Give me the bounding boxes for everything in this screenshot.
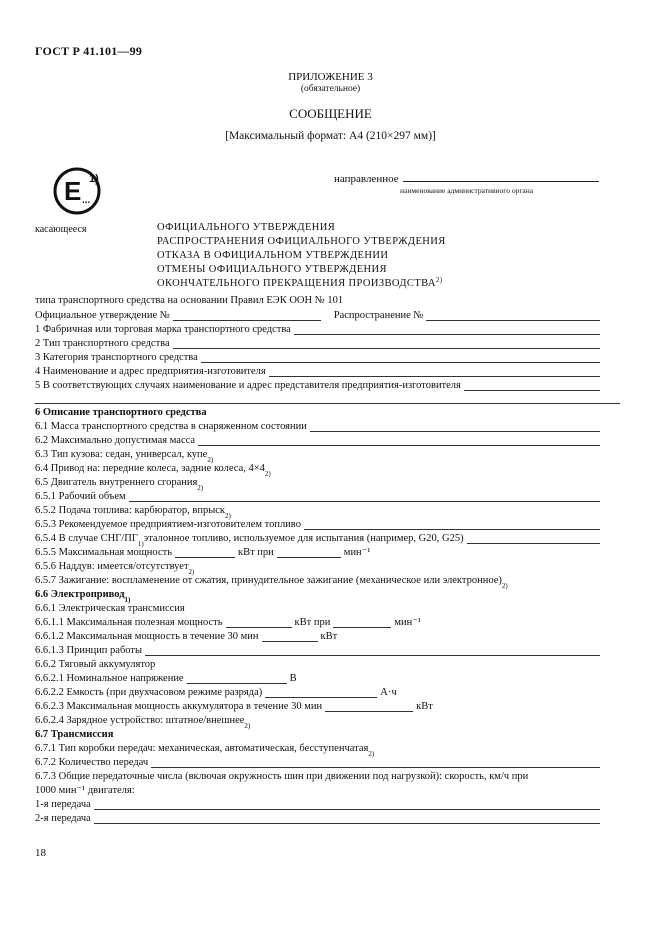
row-6-5-5-rpm-field[interactable] bbox=[277, 548, 341, 558]
concerning-item-5 bbox=[157, 278, 443, 289]
standard-header: ГОСТ Р 41.101—99 bbox=[35, 44, 143, 58]
row-3-label: 3 Категория транспортного средства bbox=[35, 352, 198, 363]
type-line bbox=[35, 293, 600, 306]
row-2-field[interactable] bbox=[173, 339, 600, 349]
extension-label: Распространение № bbox=[333, 310, 424, 321]
row-6-6-2-2-unit: А·ч bbox=[380, 687, 397, 698]
row-6-6-2-2 bbox=[35, 685, 600, 698]
row-6-6-2-2-field[interactable] bbox=[265, 688, 377, 698]
row-6-5-5-rpm-unit: мин⁻¹ bbox=[343, 547, 371, 558]
row-6-6-1-1-unit: кВт при bbox=[294, 617, 331, 628]
row-6-6-2-2-label: 6.6.2.2 Емкость (при двухчасовом режиме разряда) bbox=[35, 687, 263, 698]
row-6-5-4-label-rest: эталонное топливо, используемое для испытания (например, G20, G25) bbox=[143, 533, 464, 544]
footnote-2: 2) bbox=[435, 276, 443, 284]
row-6-1-label: 6.1 Масса транспортного средства в снаряженном состоянии bbox=[35, 421, 307, 432]
row-6-7-3-label: 6.7.3 Общие передаточные числа (включая окружность шин при движении под нагрузкой): скорость, км/ч при bbox=[35, 771, 529, 782]
row-6-5-4: 6.5.4 В случае СНГ/ПГ 1) эталонное топливо, используемое для испытания (например, G20, G25) bbox=[35, 531, 600, 544]
direction-label: направленное bbox=[334, 173, 399, 185]
appendix-title: ПРИЛОЖЕНИЕ 3 bbox=[288, 71, 373, 83]
row-6-7-3 bbox=[35, 769, 600, 782]
row-6-5-1-field[interactable] bbox=[129, 492, 600, 502]
row-6-6-1-2-label: 6.6.1.2 Максимальная мощность в течение 30 мин bbox=[35, 631, 259, 642]
row-4-label: 4 Наименование и адрес предприятия-изготовителя bbox=[35, 366, 266, 377]
row-5-label: 5 В соответствующих случаях наименование и адрес представителя предприятия-изготовителя bbox=[35, 380, 461, 391]
e-mark-letter: E bbox=[64, 176, 82, 206]
row-1-label: 1 Фабричная или торговая марка транспортного средства bbox=[35, 324, 291, 335]
row-2-label: 2 Тип транспортного средства bbox=[35, 338, 170, 349]
row-6-6-2-1-label: 6.6.2.1 Номинальное напряжение bbox=[35, 673, 184, 684]
e-mark-dots: ... bbox=[82, 195, 91, 206]
row-5-field-2[interactable] bbox=[35, 394, 620, 404]
appendix-mandatory: (обязательное) bbox=[300, 84, 361, 94]
row-6-6-1-3-label: 6.6.1.3 Принцип работы bbox=[35, 645, 143, 656]
section-6-title: 6 Описание транспортного средства bbox=[35, 407, 207, 418]
row-6-6-1-2-field[interactable] bbox=[262, 632, 318, 642]
format-note: [Максимальный формат: А4 (210×297 мм)] bbox=[225, 130, 436, 142]
row-6-4: 6.4 Привод на: передние колеса, задние колеса, 4×4 2) bbox=[35, 463, 271, 478]
row-6-1 bbox=[35, 419, 600, 432]
row-6-5-7-label: 6.5.7 Зажигание: воспламенение от сжатия, принудительное зажигание (механическое или электронное) bbox=[35, 575, 502, 586]
section-6-7 bbox=[35, 727, 600, 740]
gear-2-row bbox=[35, 811, 600, 824]
row-6-7-2-field[interactable] bbox=[151, 758, 600, 768]
direction-field[interactable] bbox=[403, 171, 599, 182]
row-6-6-1-label: 6.6.1 Электрическая трансмиссия bbox=[35, 603, 185, 614]
row-6-6-2-1-field[interactable] bbox=[187, 674, 287, 684]
row-6-5-2: 6.5.2 Подача топлива: карбюратор, впрыск 2) bbox=[35, 505, 231, 520]
row-6-7-1: 6.7.1 Тип коробки передач: механическая, автоматическая, бесступенчатая 2) bbox=[35, 743, 375, 758]
row-6-3: 6.3 Тип кузова: седан, универсал, купе 2) bbox=[35, 449, 214, 464]
row-2 bbox=[35, 336, 600, 349]
row-6-6-1-1 bbox=[35, 615, 600, 628]
gear-1-field[interactable] bbox=[94, 800, 600, 810]
row-6-6-1 bbox=[35, 601, 600, 614]
row-6-5-3-label: 6.5.3 Рекомендуемое предприятием-изготовителем топливо bbox=[35, 519, 301, 530]
row-6-4-label: 6.4 Привод на: передние колеса, задние колеса, 4×4 bbox=[35, 463, 265, 474]
row-6-6-2-1 bbox=[35, 671, 600, 684]
approval-label: Официальное утверждение № bbox=[35, 310, 170, 321]
row-6-5-2-label: 6.5.2 Подача топлива: карбюратор, впрыск bbox=[35, 505, 226, 516]
section-6 bbox=[35, 405, 600, 418]
row-6-6-1-1-label: 6.6.1.1 Максимальная полезная мощность bbox=[35, 617, 223, 628]
row-6-6-1-1-power-field[interactable] bbox=[226, 618, 292, 628]
row-6-5-4-field[interactable] bbox=[467, 534, 600, 544]
row-6-6-2-4-label: 6.6.2.4 Зарядное устройство: штатное/внешнее bbox=[35, 715, 245, 726]
row-6-6-2-label: 6.6.2 Тяговый аккумулятор bbox=[35, 659, 156, 670]
gear-1-row bbox=[35, 797, 600, 810]
document-title: СООБЩЕНИЕ bbox=[289, 106, 372, 121]
section-6-6: 6.6 Электропривод 1) bbox=[35, 589, 131, 604]
row-6-6-2-4: 6.6.2.4 Зарядное устройство: штатное/внешнее 2) bbox=[35, 715, 251, 730]
row-6-6-1-2 bbox=[35, 629, 600, 642]
row-6-6-1-3 bbox=[35, 643, 600, 656]
row-6-6-2-3-field[interactable] bbox=[325, 702, 413, 712]
e-mark-note: 1) bbox=[89, 173, 99, 185]
row-6-5-label: 6.5 Двигатель внутреннего сгорания bbox=[35, 477, 198, 488]
row-6-6-2-3-label: 6.6.2.3 Максимальная мощность аккумулятора в течение 30 мин bbox=[35, 701, 323, 712]
row-6-5-5-label: 6.5.5 Максимальная мощность bbox=[35, 547, 172, 558]
approval-number-field[interactable] bbox=[173, 311, 321, 321]
row-6-6-2-3-unit: кВт bbox=[416, 701, 433, 712]
row-6-6-1-2-unit: кВт bbox=[320, 631, 338, 642]
row-6-7-2 bbox=[35, 755, 600, 768]
row-6-7-3-label-2: 1000 мин⁻¹ двигателя: bbox=[35, 785, 135, 796]
row-6-5-5 bbox=[35, 545, 600, 558]
row-6-5-5-power-field[interactable] bbox=[175, 548, 235, 558]
row-6-5-1-label: 6.5.1 Рабочий объем bbox=[35, 491, 126, 502]
concerning-item-2: РАСПРОСТРАНЕНИЯ ОФИЦИАЛЬНОГО УТВЕРЖДЕНИЯ bbox=[157, 236, 446, 247]
concerning-item-4: ОТМЕНЫ ОФИЦИАЛЬНОГО УТВЕРЖДЕНИЯ bbox=[157, 264, 387, 275]
row-6-6-2 bbox=[35, 657, 600, 670]
row-6-5: 6.5 Двигатель внутреннего сгорания 2) bbox=[35, 477, 204, 492]
row-6-6-1-1-rpm-unit: мин⁻¹ bbox=[394, 617, 421, 628]
row-6-7-2-label: 6.7.2 Количество передач bbox=[35, 757, 149, 768]
row-6-5-6: 6.5.6 Наддув: имеется/отсутствует 2) bbox=[35, 561, 195, 576]
page-number: 18 bbox=[35, 847, 46, 859]
concerning-item-1: ОФИЦИАЛЬНОГО УТВЕРЖДЕНИЯ bbox=[157, 222, 336, 233]
concerning-item-5-text: ОКОНЧАТЕЛЬНОГО ПРЕКРАЩЕНИЯ ПРОИЗВОДСТВА bbox=[157, 278, 436, 289]
row-6-6-2-3 bbox=[35, 699, 600, 712]
row-6-2-field[interactable] bbox=[198, 436, 600, 446]
row-6-5-4-label: 6.5.4 В случае СНГ/ПГ bbox=[35, 533, 138, 544]
section-6-6-title: 6.6 Электропривод bbox=[35, 589, 125, 600]
concerning-item-3: ОТКАЗА В ОФИЦИАЛЬНОМ УТВЕРЖДЕНИИ bbox=[157, 250, 389, 261]
direction-sublabel: наименование административного органа bbox=[400, 186, 534, 195]
e-mark-logo bbox=[53, 165, 115, 215]
row-5-continuation bbox=[35, 391, 620, 404]
row-6-5-7: 6.5.7 Зажигание: воспламенение от сжатия, принудительное зажигание (механическое или электронное) 2) bbox=[35, 575, 508, 590]
row-6-5-1 bbox=[35, 489, 600, 502]
row-6-5-3 bbox=[35, 517, 600, 530]
row-4 bbox=[35, 364, 600, 377]
section-6-7-title: 6.7 Трансмиссия bbox=[35, 729, 114, 740]
row-6-5-3-field[interactable] bbox=[304, 520, 600, 530]
row-4-field[interactable] bbox=[269, 367, 600, 377]
row-6-6-1-1-rpm-field[interactable] bbox=[333, 618, 391, 628]
direction-line bbox=[334, 171, 599, 185]
gear-2-field[interactable] bbox=[94, 814, 600, 824]
row-6-7-1-label: 6.7.1 Тип коробки передач: механическая, автоматическая, бесступенчатая bbox=[35, 743, 369, 754]
approval-row bbox=[35, 308, 600, 321]
row-6-2 bbox=[35, 433, 600, 446]
row-6-5-5-unit: кВт при bbox=[237, 547, 274, 558]
row-5 bbox=[35, 378, 600, 391]
row-3 bbox=[35, 350, 600, 363]
extension-number-field[interactable] bbox=[426, 311, 600, 321]
row-6-1-field[interactable] bbox=[310, 422, 600, 432]
type-line-text: типа транспортного средства на основании Правил ЕЭК ООН № 101 bbox=[35, 295, 344, 306]
row-6-7-3-cont bbox=[35, 783, 600, 796]
row-6-3-label: 6.3 Тип кузова: седан, универсал, купе bbox=[35, 449, 208, 460]
row-5-field[interactable] bbox=[464, 381, 600, 391]
gear-1-label: 1-я передача bbox=[35, 799, 91, 810]
row-1 bbox=[35, 322, 600, 335]
row-6-6-2-1-unit: В bbox=[289, 673, 297, 684]
gear-2-label: 2-я передача bbox=[35, 813, 91, 824]
row-6-6-1-3-field[interactable] bbox=[145, 646, 600, 656]
row-3-field[interactable] bbox=[201, 353, 600, 363]
row-6-5-6-label: 6.5.6 Наддув: имеется/отсутствует bbox=[35, 561, 189, 572]
concerning-label: касающееся bbox=[35, 224, 87, 235]
row-1-field[interactable] bbox=[294, 325, 600, 335]
row-6-2-label: 6.2 Максимально допустимая масса bbox=[35, 435, 196, 446]
